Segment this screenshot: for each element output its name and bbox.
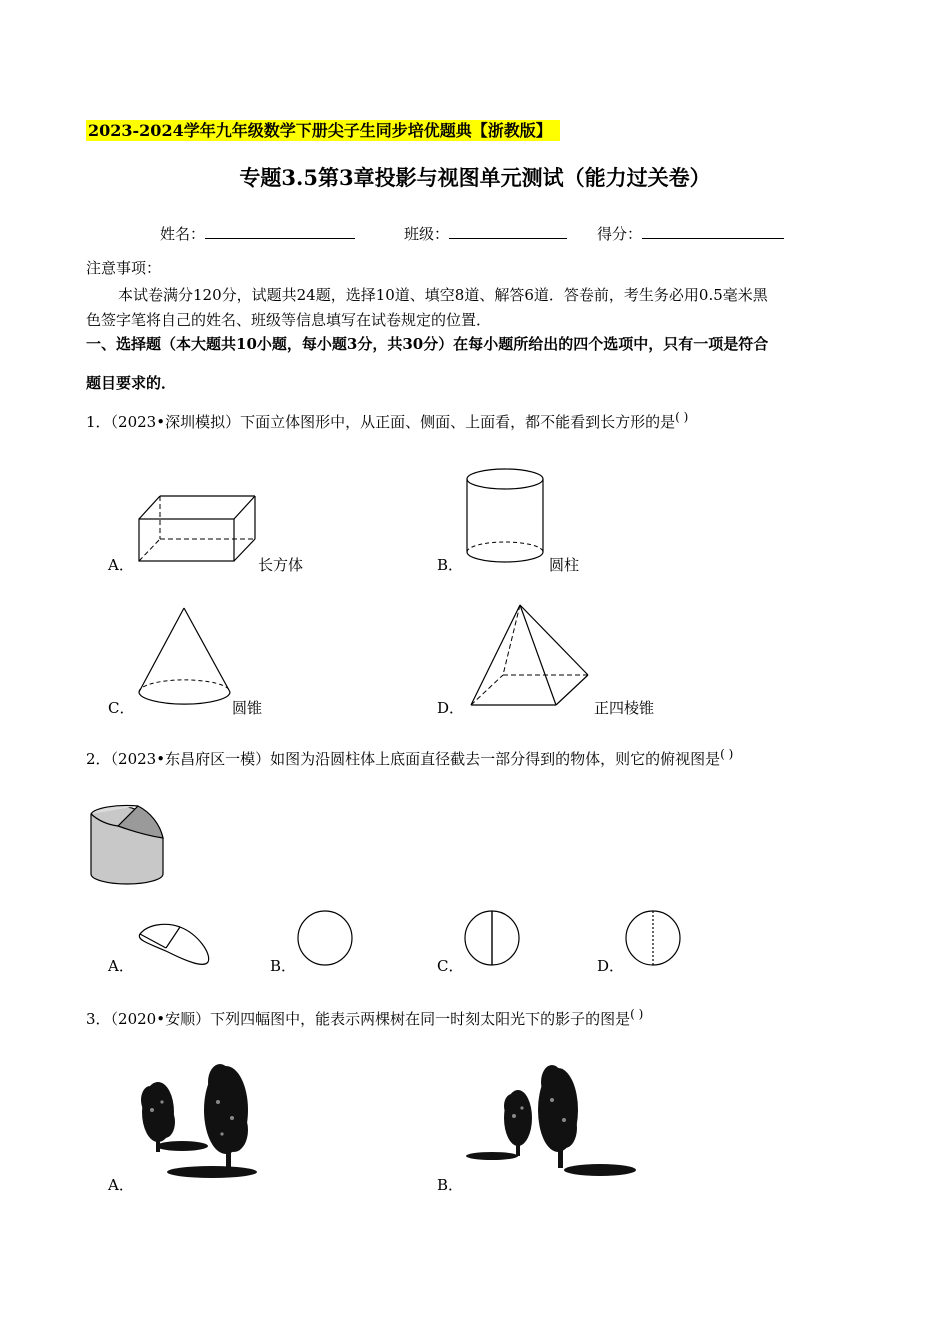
q1-option-d-caption: 正四棱锥 <box>594 699 655 717</box>
name-blank[interactable] <box>205 224 355 239</box>
name-label: 姓名： <box>160 225 206 243</box>
q2-option-a-label[interactable]: A． <box>108 957 134 975</box>
question-1 <box>86 410 688 432</box>
q2-option-b-figure <box>296 910 354 968</box>
series-text: 2023-2024学年九年级数学下册尖子生同步培优题典【浙教版】 <box>86 120 560 141</box>
page-title: 专题3.5第3章投影与视图单元测试（能力过关卷） <box>239 165 711 190</box>
q1-option-d-label[interactable]: D． <box>437 699 465 717</box>
q3-option-a-trees-figure <box>132 1062 280 1182</box>
notice-heading: 注意事项： <box>86 259 162 277</box>
q3-option-a-label[interactable]: A． <box>108 1176 134 1194</box>
cylinder-figure <box>466 468 548 568</box>
section1-line2: 题目要求的． <box>86 374 177 392</box>
q2-option-c-figure <box>463 910 521 968</box>
question-text: （2020•安顺）下列四幅图中，能表示两棵树在同一时刻太阳光下的影子的图是 <box>110 1010 631 1028</box>
question-2 <box>86 747 733 769</box>
score-blank[interactable] <box>642 224 784 239</box>
series-banner <box>86 118 560 141</box>
question-text: （2023•东昌府区一模）如图为沿圆柱体上底面直径截去一部分得到的物体，则它的俯视图是 <box>110 750 721 768</box>
name-field[interactable] <box>160 223 355 244</box>
q1-option-c-label[interactable]: C． <box>108 699 135 717</box>
question-number: 3． <box>86 1010 111 1028</box>
q1-option-c-caption: 圆锥 <box>232 699 263 717</box>
q2-option-c-label[interactable]: C． <box>437 957 464 975</box>
section1-line1: 一、选择题（本大题共10小题，每小题3分，共30分）在每小题所给出的四个选项中，只有一项是符合 <box>86 335 769 353</box>
answer-paren: ( ) <box>675 410 689 424</box>
answer-paren: ( ) <box>720 747 734 761</box>
q2-option-b-label[interactable]: B． <box>270 957 297 975</box>
q1-option-a-caption: 长方体 <box>258 556 304 574</box>
question-text: （2023•深圳模拟）下面立体图形中，从正面、侧面、上面看，都不能看到长方形的是 <box>110 413 676 431</box>
cut-cylinder-figure <box>88 798 168 888</box>
class-label: 班级： <box>404 225 450 243</box>
square-pyramid-figure <box>470 604 592 710</box>
score-label: 得分： <box>597 225 643 243</box>
q1-option-a-label[interactable]: A． <box>108 556 134 574</box>
q2-option-d-figure <box>624 910 682 968</box>
q1-option-b-label[interactable]: B． <box>437 556 464 574</box>
question-number: 2． <box>86 750 111 768</box>
question-number: 1． <box>86 413 111 431</box>
q1-option-b-caption: 圆柱 <box>549 556 580 574</box>
question-3 <box>86 1007 643 1029</box>
q2-option-a-figure <box>136 918 214 968</box>
class-field[interactable] <box>404 223 567 244</box>
q2-option-d-label[interactable]: D． <box>597 957 625 975</box>
q3-option-b-trees-figure <box>466 1062 642 1182</box>
score-field[interactable] <box>597 223 784 244</box>
cuboid-figure <box>138 494 258 564</box>
q3-option-b-label[interactable]: B． <box>437 1176 464 1194</box>
cone-figure <box>138 607 232 711</box>
class-blank[interactable] <box>449 224 567 239</box>
notice-line2: 色签字笔将自己的姓名、班级等信息填写在试卷规定的位置． <box>86 311 492 329</box>
answer-paren: ( ) <box>630 1007 644 1021</box>
notice-line1: 本试卷满分120分，试题共24题，选择10道、填空8道、解答6道．答卷前，考生务必用0.5毫米黑 <box>118 286 768 304</box>
